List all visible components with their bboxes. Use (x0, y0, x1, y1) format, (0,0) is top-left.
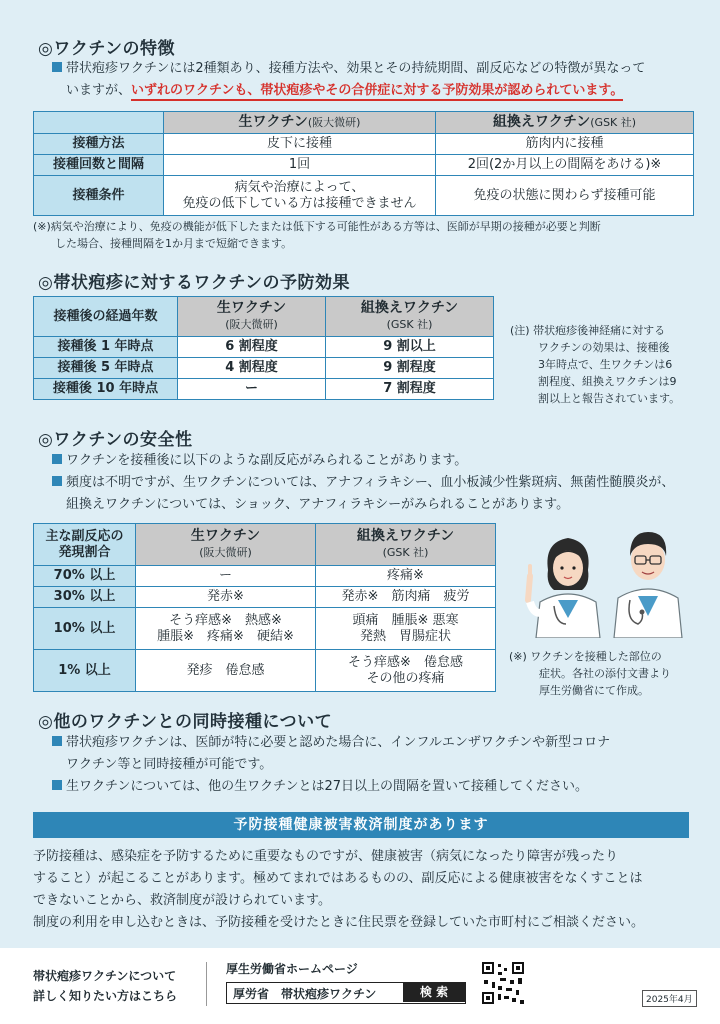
efficacy-col-live: 生ワクチン (阪大微研) (178, 297, 326, 337)
side-effects-table (33, 523, 496, 692)
safety-paragraph: ワクチンを接種後に以下のような副反応がみられることがあります。 頻度は不明ですが、生ワクチンについては、アナフィラキシー、血小板減少性紫斑病、無菌性髄膜炎が、 組換えワクチンについては、ショック、アナフィラキシーがみられることがあります。 (52, 450, 712, 516)
date-label: 2025年4月 (642, 990, 697, 1007)
side-effects-col-live: 生ワクチン (阪大微研) (136, 524, 316, 566)
male-doctor-figure (614, 532, 682, 638)
features-paragraph (52, 58, 702, 102)
efficacy-row-10y: 接種後 10 年時点 (34, 379, 178, 400)
side-effects-col-rate: 主な副反応の 発現割合 (34, 524, 136, 566)
side-effects-10-recombinant: 頭痛 腫脹※ 悪寒 発熱 胃腸症状 (316, 608, 496, 650)
relief-banner: 予防接種健康被害救済制度があります (33, 812, 689, 838)
section-title-efficacy: ◎帯状疱疹に対するワクチンの予防効果 (38, 273, 350, 293)
section-title-features: ◎ワクチンの特徴 (38, 39, 175, 59)
efficacy-note: (注) 帯状疱疹後神経痛に対する ワクチンの効果は、接種後 3年時点で、生ワクチンは6 割程度、組換えワクチンは9 割以上と報告されています。 (510, 324, 681, 405)
row-label-method: 接種方法 (34, 134, 164, 155)
side-effects-70-recombinant: 疼痛※ (316, 566, 496, 587)
features-table-corner (34, 112, 164, 134)
features-col-recombinant: 組換えワクチン(GSK 社) (436, 112, 694, 134)
bullet-square-icon (52, 736, 62, 746)
footer-prompt: 帯状疱疹ワクチンについて 詳しく知りたい方はこちら (33, 969, 178, 1003)
efficacy-5y-recombinant: 9 割程度 (326, 358, 494, 379)
features-table (33, 111, 694, 216)
bullet-square-icon (52, 780, 62, 790)
efficacy-1y-recombinant: 9 割以上 (326, 337, 494, 358)
qr-code-icon[interactable] (480, 960, 526, 1006)
side-effects-30-live: 発赤※ (136, 587, 316, 608)
features-text-1: 帯状疱疹ワクチンには2種類あり、接種方法や、効果とその持続期間、副反応などの特徴が異なって (66, 61, 646, 76)
relief-paragraph: 予防接種は、感染症を予防するために重要なものですが、健康被害（病気になったり障害が残ったり すること）が起こることがあります。極めてまれではあるものの、副反応による健康被害をなくすことは できないことから、救済制度が設けられています。 制度の利用を申し込むときは、予防接種を受けたときに住民票を登録していた市町村にご相談ください。 (33, 849, 645, 930)
efficacy-col-years: 接種後の経過年数 (34, 297, 178, 337)
side-effects-1-live: 発疹 倦怠感 (136, 650, 316, 692)
bullet-square-icon (52, 476, 62, 486)
features-text-2: いますが、 (66, 83, 132, 98)
doctors-illustration (518, 520, 708, 638)
bullet-square-icon (52, 454, 62, 464)
cell-doses-live: 1回 (164, 155, 436, 176)
search-box[interactable] (226, 982, 466, 1004)
efficacy-10y-recombinant: 7 割程度 (326, 379, 494, 400)
row-label-doses: 接種回数と間隔 (34, 155, 164, 176)
row-label-conditions: 接種条件 (34, 176, 164, 216)
side-effects-30-recombinant: 発赤※ 筋肉痛 疲労 (316, 587, 496, 608)
features-highlight: いずれのワクチンも、帯状疱疹やその合併症に対する予防効果が認められています。 (131, 83, 623, 101)
footer-hp-label: 厚生労働省ホームページ (226, 962, 358, 976)
efficacy-5y-live: 4 割程度 (178, 358, 326, 379)
female-doctor-figure (528, 538, 600, 638)
features-footnote: (※)病気や治療により、免疫の機能が低下したまたは低下する可能性がある方等は、医師が早期の接種が必要と判断 した場合、接種間隔を1か月まで短縮できます。 (33, 220, 601, 250)
efficacy-col-recombinant: 組換えワクチン (GSK 社) (326, 297, 494, 337)
footer-divider (206, 962, 207, 1006)
side-effects-1-recombinant: そう痒感※ 倦怠感 その他の疼痛 (316, 650, 496, 692)
section-title-safety: ◎ワクチンの安全性 (38, 430, 193, 450)
efficacy-row-5y: 接種後 5 年時点 (34, 358, 178, 379)
cell-conditions-recombinant: 免疫の状態に関わらず接種可能 (436, 176, 694, 216)
side-effects-row-70: 70% 以上 (34, 566, 136, 587)
side-effects-row-30: 30% 以上 (34, 587, 136, 608)
efficacy-row-1y: 接種後 1 年時点 (34, 337, 178, 358)
cell-doses-recombinant: 2回(2か月以上の間隔をあける)※ (436, 155, 694, 176)
cell-method-live: 皮下に接種 (164, 134, 436, 155)
side-effects-note: (※) ワクチンを接種した部位の 症状。各社の添付文書より 厚生労働省にて作成。 (509, 650, 671, 697)
side-effects-row-10: 10% 以上 (34, 608, 136, 650)
efficacy-1y-live: 6 割程度 (178, 337, 326, 358)
bullet-square-icon (52, 62, 62, 72)
efficacy-table (33, 296, 494, 400)
side-effects-70-live: ー (136, 566, 316, 587)
side-effects-row-1: 1% 以上 (34, 650, 136, 692)
coadmin-paragraph: 帯状疱疹ワクチンは、医師が特に必要と認めた場合に、インフルエンザワクチンや新型コロナ ワクチン等と同時接種が可能です。 生ワクチンについては、他の生ワクチンとは27日以上の間隔を置いて接種してください。 (52, 732, 712, 798)
efficacy-10y-live: ー (178, 379, 326, 400)
side-effects-col-recombinant: 組換えワクチン (GSK 社) (316, 524, 496, 566)
features-col-live: 生ワクチン(阪大微研) (164, 112, 436, 134)
search-button[interactable]: 検 索 (403, 983, 465, 1002)
cell-method-recombinant: 筋肉内に接種 (436, 134, 694, 155)
cell-conditions-live: 病気や治療によって、 免疫の低下している方は接種できません (164, 176, 436, 216)
side-effects-10-live: そう痒感※ 熱感※ 腫脹※ 疼痛※ 硬結※ (136, 608, 316, 650)
search-text: 厚労省 帯状疱疹ワクチン (233, 987, 377, 1001)
section-title-coadmin: ◎他のワクチンとの同時接種について (38, 712, 333, 732)
